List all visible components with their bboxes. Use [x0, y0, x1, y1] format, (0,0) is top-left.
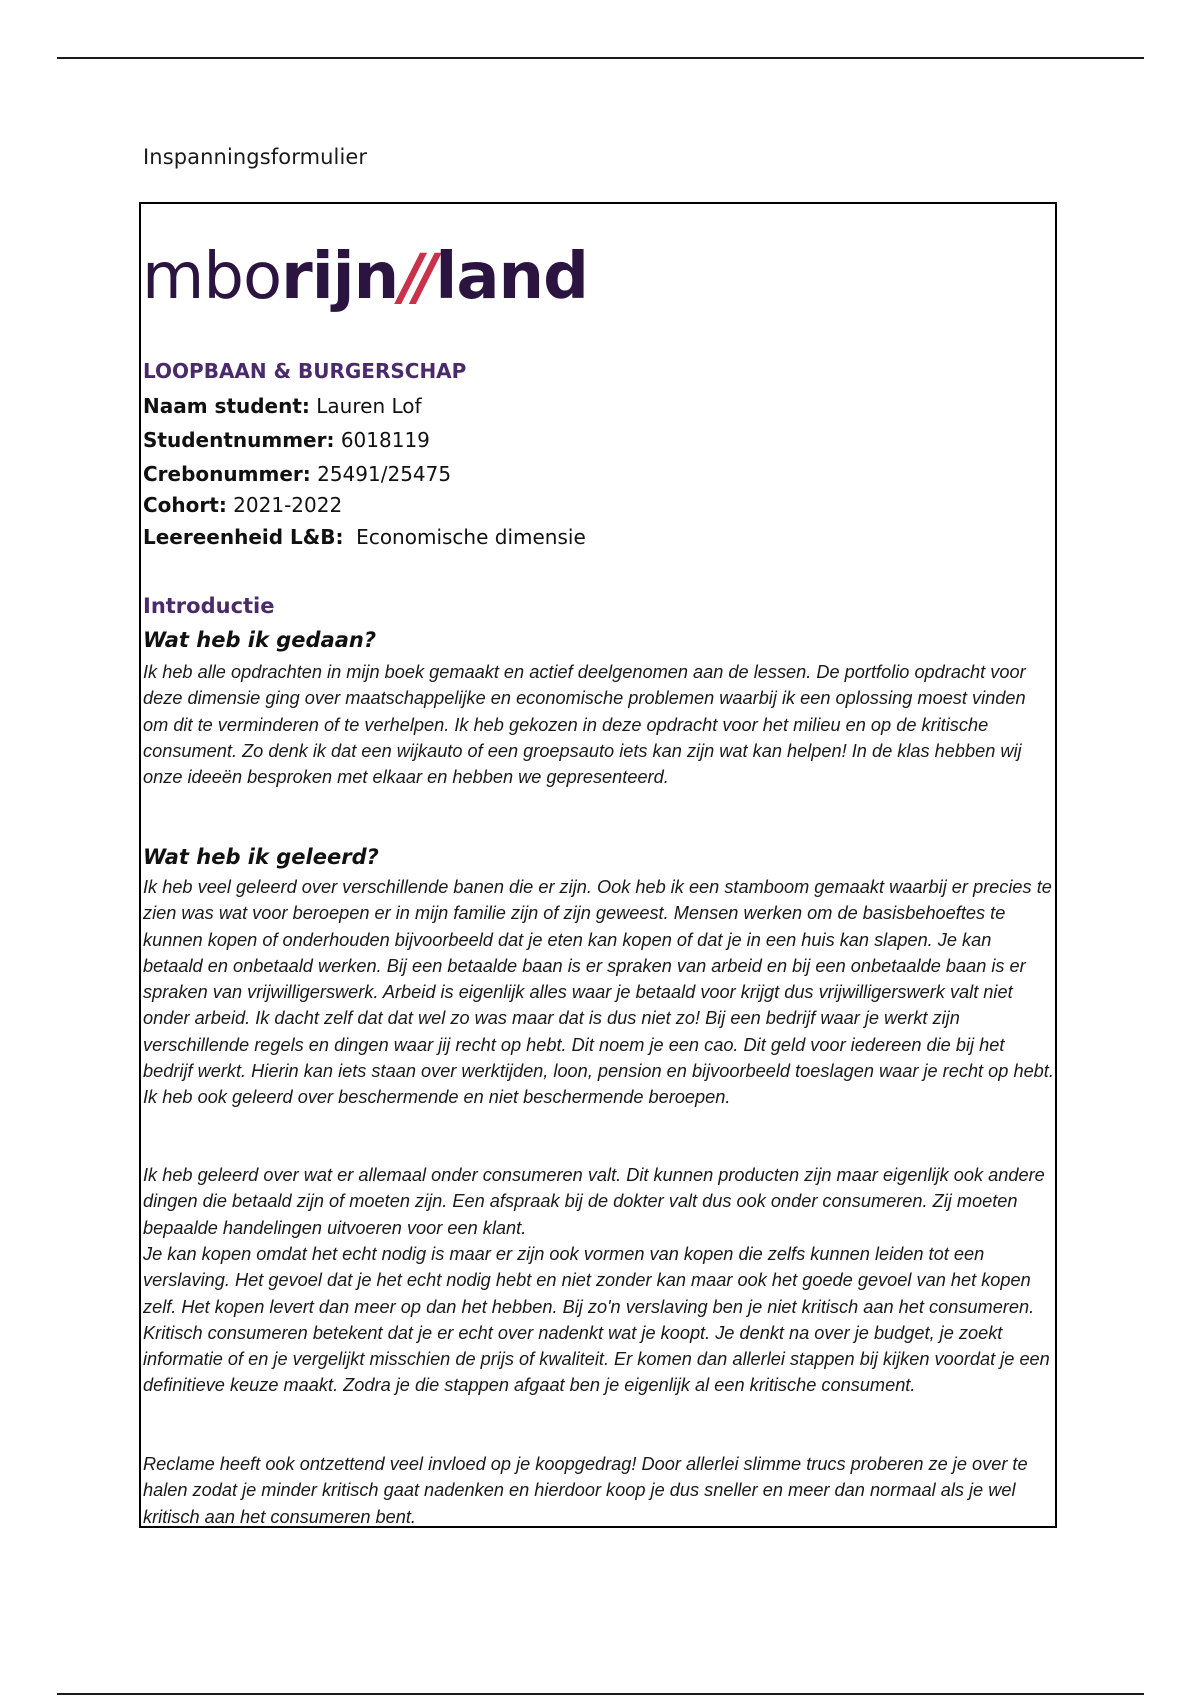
field-label: Cohort:	[143, 493, 227, 517]
field-learning-unit	[143, 525, 586, 549]
answer-what-done: Ik heb alle opdrachten in mijn boek gemaakt en actief deelgenomen aan de lessen. De portfolio opdracht voor deze dimensie ging over maatschappelijke en economische problemen waarbij ik een oplossing moest vinden om dit te verminderen of te verhelpen. Ik heb gekozen in deze opdracht voor het milieu en op de kritische consument. Zo denk ik dat een wijkauto of een groepsauto iets kan zijn wat kan helpen! In de klas hebben wij onze ideeën besproken met elkaar en hebben we gepresenteerd.	[143, 662, 1026, 788]
field-label: Leereenheid L&B:	[143, 525, 344, 549]
field-value: Economische dimensie	[343, 525, 586, 549]
question-what-done: Wat heb ik gedaan?	[143, 628, 377, 652]
logo-text-rijn: rijn	[281, 240, 399, 314]
answer-what-learned-addiction: Je kan kopen omdat het echt nodig is maar er zijn ook vormen van kopen die zelfs kunnen leiden tot een verslaving. Het gevoel dat je het echt nodig hebt en niet zonder kan maar ook het goede gevoel van het kopen zelf. Het kopen levert dan meer op dan het hebben. Bij zo'n verslaving ben je niet kritisch aan het consumeren. Kritisch consumeren betekent dat je er echt over nadenkt wat je koopt. Je denkt na over je budget, je zoekt informatie of en je vergelijkt misschien de prijs of kwaliteit. Er komen dan allerlei stappen bij kijken voordat je een definitieve keuze maakt. Zodra je die stappen afgaat ben je eigenlijk al een kritische consument.	[143, 1244, 1050, 1396]
field-value: 25491/25475	[310, 462, 452, 486]
field-label: Studentnummer:	[143, 428, 335, 452]
document-title: Inspanningsformulier	[143, 145, 368, 169]
logo-slashes: //	[400, 240, 430, 313]
question-what-learned: Wat heb ik geleerd?	[143, 845, 379, 869]
field-student-name	[143, 394, 422, 418]
answer-what-learned-consuming: Ik heb geleerd over wat er allemaal onder consumeren valt. Dit kunnen producten zijn maar eigenlijk ook andere dingen die betaald zijn of moeten zijn. Een afspraak bij de dokter valt dus ook onder consumeren. Zij moeten bepaalde handelingen uitvoeren voor een klant.	[143, 1165, 1045, 1238]
logo-text-land: land	[435, 240, 588, 314]
field-value: Lauren Lof	[309, 394, 422, 418]
mborijnland-logo	[142, 240, 588, 325]
field-cohort	[143, 493, 342, 517]
answer-what-learned-jobs: Ik heb veel geleerd over verschillende banen die er zijn. Ook heb ik een stamboom gemaakt waarbij er precies te zien was wat voor beroepen er in mijn familie zijn of zijn geweest. Mensen werken om de basisbehoeftes te kunnen kopen of onderhouden bijvoorbeeld dat je eten kan kopen of dat je in een huis kan slapen. Je kan betaald en onbetaald werken. Bij een betaalde baan is er spraken van arbeid en bij een onbetaalde baan is er spraken van vrijwilligerswerk. Arbeid is eigenlijk alles waar je betaald voor krijgt dus vrijwilligerswerk valt niet onder arbeid. Ik dacht zelf dat dat wel zo was maar dat is dus niet zo! Bij een bedrijf waar je werkt zijn verschillende regels en dingen waar jij recht op hebt. Dit noem je een cao. Dit geld voor iedereen die bij het bedrijf werkt. Hierin kan iets staan over werktijden, loon, pension en bijvoorbeeld toeslagen waar je recht op hebt. Ik heb ook geleerd over beschermende en niet beschermende beroepen.	[143, 877, 1054, 1108]
course-heading: LOOPBAAN & BURGERSCHAP	[143, 359, 467, 383]
bottom-rule	[57, 1693, 1144, 1695]
field-value: 2021-2022	[226, 493, 343, 517]
field-label: Naam student:	[143, 394, 310, 418]
field-label: Crebonummer:	[143, 462, 311, 486]
answer-what-learned-advertising: Reclame heeft ook ontzettend veel invloed op je koopgedrag! Door allerlei slimme trucs proberen ze je over te halen zodat je minder kritisch gaat nadenken en hierdoor koop je dus sneller en meer dan normaal als je wel kritisch aan het consumeren bent.	[143, 1454, 1028, 1527]
field-student-number	[143, 428, 430, 452]
logo-text-mbo: mbo	[142, 240, 282, 314]
field-value: 6018119	[334, 428, 430, 452]
top-rule	[57, 57, 1144, 59]
introduction-heading: Introductie	[143, 594, 275, 618]
field-crebo-number	[143, 462, 451, 486]
